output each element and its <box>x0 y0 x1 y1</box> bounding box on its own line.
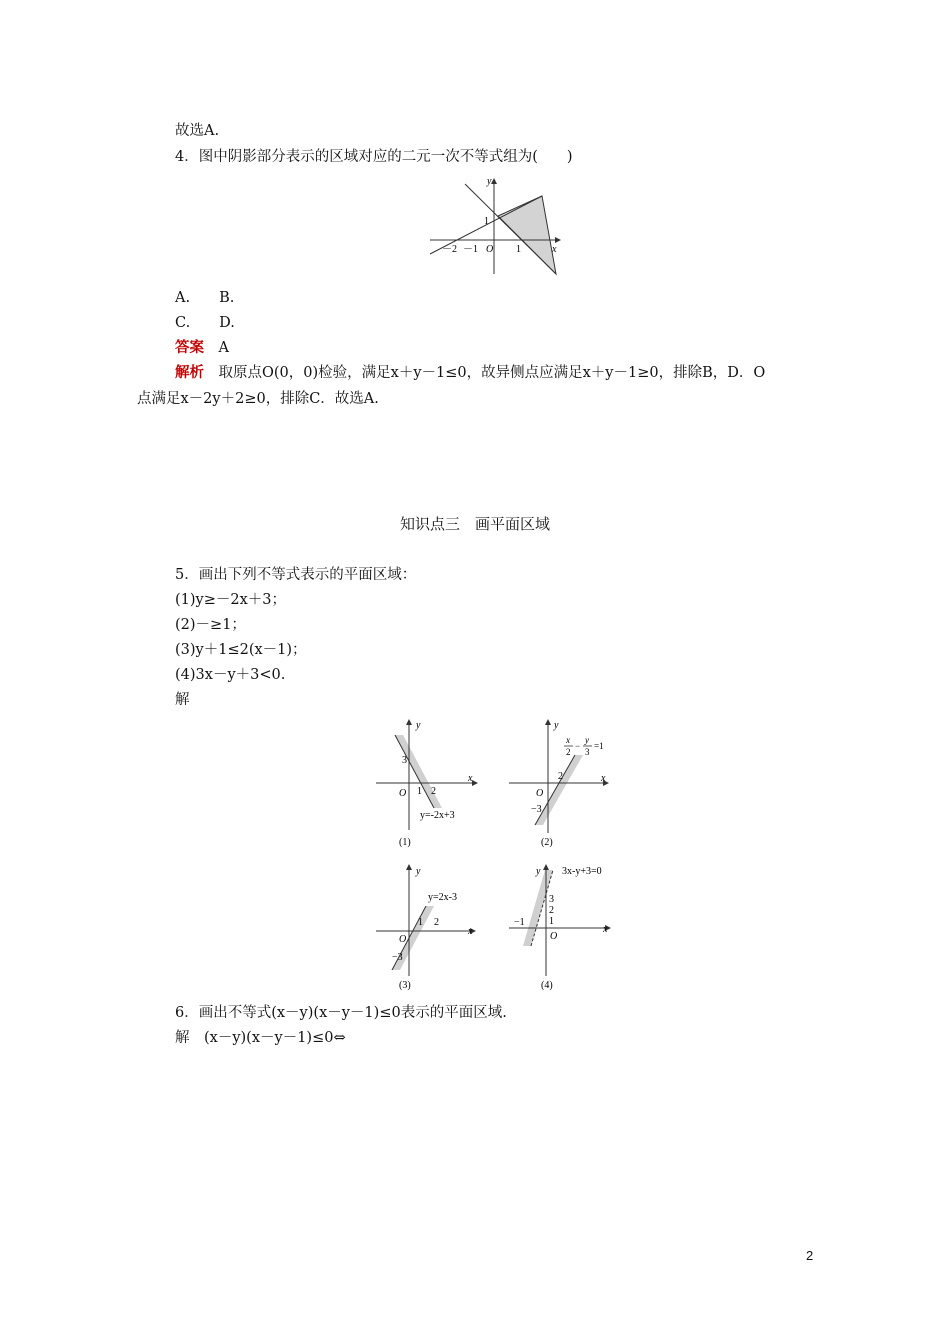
question-5-stem: 5．画出下列不等式表示的平面区域： <box>175 567 417 583</box>
q4-shaded-region <box>498 196 556 274</box>
g3-x-label: x <box>468 926 473 937</box>
g1-line-label: y=-2x+3 <box>420 810 455 821</box>
q5-part-1: (1)y≥－2x＋3； <box>175 592 287 608</box>
g4-origin: O <box>550 931 558 942</box>
question-4-stem: 4．图中阴影部分表示的区域对应的二元一次不等式组为( ) <box>175 149 573 165</box>
g2-tick-m3: −3 <box>531 804 542 815</box>
g1-tick-1: 1 <box>417 786 422 797</box>
q4-y-label: y <box>487 176 492 187</box>
q4-tick-m2: －2 <box>442 244 457 255</box>
g2-x-label: x <box>601 773 606 784</box>
q5-graph-3 <box>372 858 482 993</box>
g1-x-label: x <box>468 773 473 784</box>
q5-graph-1 <box>372 715 482 850</box>
q4-origin: O <box>486 244 494 255</box>
q5-graph-2 <box>505 715 615 850</box>
g4-tick-3: 3 <box>549 894 554 905</box>
answer-label: 答案 <box>175 339 204 356</box>
g3-tick-1: 1 <box>418 917 423 928</box>
q4-tick-m1: －1 <box>463 244 478 255</box>
g1-y-arrow <box>406 719 412 725</box>
q4-analysis-line1 <box>175 363 765 383</box>
q5-graph-4 <box>505 858 620 993</box>
q4-tick-1x: 1 <box>516 244 521 255</box>
q4-x-arrow <box>555 237 561 243</box>
g1-caption: (1) <box>399 837 411 848</box>
page-number: 2 <box>806 1248 814 1263</box>
g2-origin: O <box>536 788 544 799</box>
g2-frac-eq: =1 <box>594 741 604 751</box>
q5-part-3: (3)y＋1≤2(x－1)； <box>175 642 307 658</box>
g2-frac-minus: − <box>575 741 581 751</box>
g4-tick-1: 1 <box>549 916 554 927</box>
g2-y-label: y <box>554 720 559 731</box>
g2-frac-2: 2 <box>566 747 571 757</box>
g3-line-label: y=2x-3 <box>428 892 457 903</box>
g3-tick-2: 2 <box>434 917 439 928</box>
g4-caption: (4) <box>541 980 553 991</box>
g4-line-label: 3x-y+3=0 <box>562 866 602 877</box>
analysis-label: 解析 <box>175 364 204 381</box>
g4-tick-m1: −1 <box>514 917 525 928</box>
g2-tick-2: 2 <box>558 771 563 782</box>
g2-frac-3: 3 <box>585 747 590 757</box>
g4-x-label: x <box>603 924 608 935</box>
g3-tick-m3: −3 <box>392 952 403 963</box>
g4-y-label: y <box>536 866 541 877</box>
g1-tick-2: 2 <box>431 786 436 797</box>
g4-y-arrow <box>543 864 549 870</box>
q4-answer <box>175 338 229 358</box>
g2-caption: (2) <box>541 837 553 848</box>
section-heading: 知识点三 画平面区域 <box>399 515 550 533</box>
g1-tick-3: 3 <box>402 755 407 766</box>
g2-frac-y: y <box>585 735 589 745</box>
question-6-stem: 6．画出不等式(x－y)(x－y－1)≤0表示的平面区域. <box>175 1005 507 1021</box>
q4-options-ab: A. B. <box>175 290 235 306</box>
g2-frac-x: x <box>566 735 570 745</box>
q5-part-4: (4)3x－y＋3<0. <box>175 667 286 683</box>
g3-y-label: y <box>416 866 421 877</box>
g1-origin: O <box>399 788 407 799</box>
answer-value: A <box>218 340 229 356</box>
q4-tick-1y: 1 <box>484 216 489 227</box>
q4-analysis-line2: 点满足x－2y＋2≥0，排除C．故选A. <box>137 391 379 407</box>
q5-solution-label: 解 <box>175 692 190 708</box>
g3-y-arrow <box>406 864 412 870</box>
intro-text: 故选A. <box>175 123 220 139</box>
g1-x-arrow <box>472 780 478 786</box>
q4-y-arrow <box>491 178 497 184</box>
analysis-text: 取原点O(0，0)检验，满足x＋y－1≤0，故异侧点应满足x＋y－1≥0，排除B，D．O <box>218 365 766 381</box>
q4-figure <box>425 172 565 278</box>
g1-y-label: y <box>416 720 421 731</box>
g4-tick-2: 2 <box>549 905 554 916</box>
q4-x-label: x <box>552 244 557 255</box>
g2-y-arrow <box>545 719 551 725</box>
q5-part-2: (2)－≥1； <box>175 617 246 633</box>
g3-caption: (3) <box>399 980 411 991</box>
q4-options-cd: C. D. <box>175 315 235 331</box>
q6-solution: 解 (x－y)(x－y－1)≤0⇔ <box>175 1030 346 1046</box>
g3-origin: O <box>399 934 407 945</box>
